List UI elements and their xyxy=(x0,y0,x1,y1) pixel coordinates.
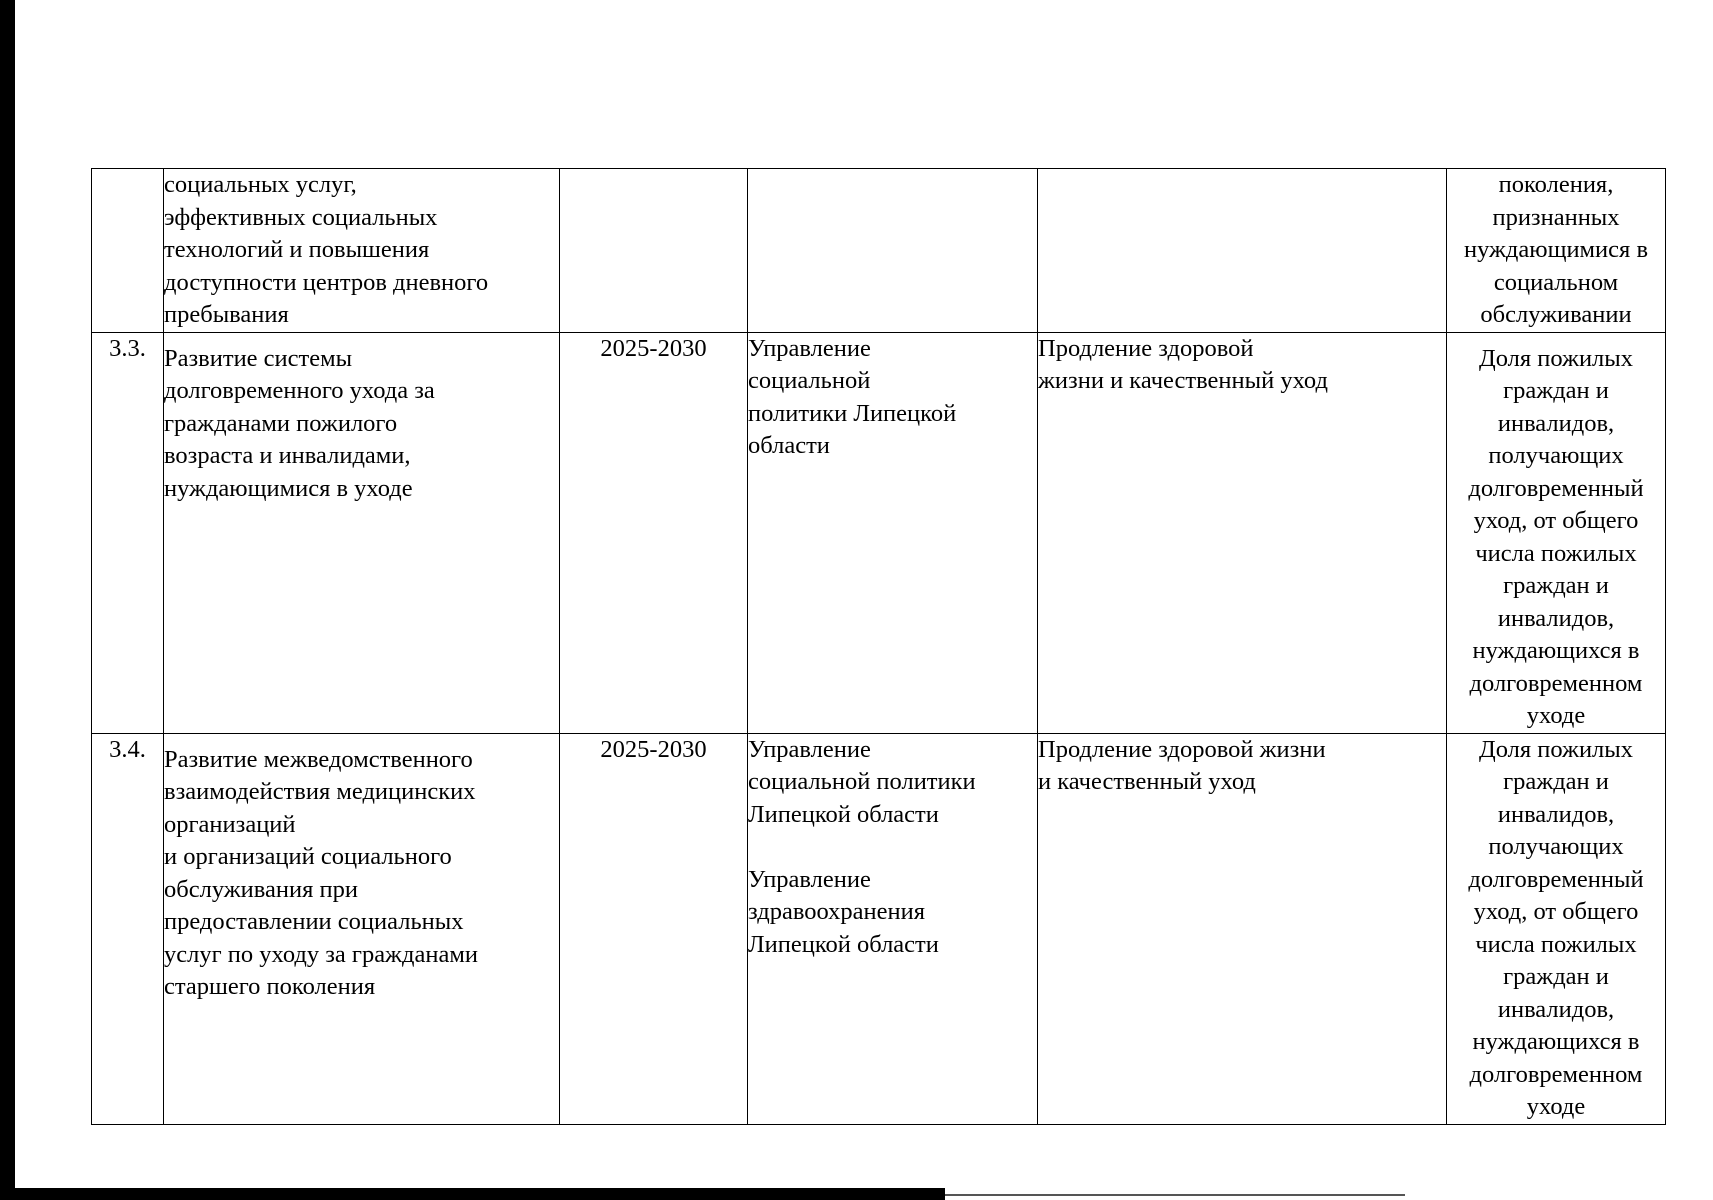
years-cell: 2025-2030 xyxy=(560,332,748,733)
indicator-cell: поколения, признанных нуждающимися в социальном обслуживании xyxy=(1447,169,1666,333)
result-cell: Продление здоровой жизни и качественный уход xyxy=(1038,332,1447,733)
measures-table xyxy=(91,168,1666,1125)
responsible-cell xyxy=(748,169,1038,333)
row-number-cell xyxy=(92,169,164,333)
responsible-cell: Управление социальной политики Липецкой области xyxy=(748,332,1038,733)
table-row xyxy=(92,332,1666,733)
scan-line-bottom xyxy=(945,1194,1405,1196)
indicator-cell: Доля пожилых граждан и инвалидов, получающих долговременный уход, от общего числа пожилых граждан и инвалидов, нуждающихся в долговременном уходе xyxy=(1447,332,1666,733)
scan-edge-bottom xyxy=(0,1188,945,1200)
scan-edge-left xyxy=(0,0,15,1200)
measure-name-cell: Развитие межведомственного взаимодействия медицинских организаций и организаций социального обслуживания при предоставлении социальных услуг по уходу за гражданами старшего поколения xyxy=(164,733,560,1124)
responsible-cell: Управление социальной политики Липецкой области Управление здравоохранения Липецкой области xyxy=(748,733,1038,1124)
table-row xyxy=(92,169,1666,333)
table-row xyxy=(92,733,1666,1124)
measure-name-cell: Развитие системы долговременного ухода за гражданами пожилого возраста и инвалидами, нуждающимися в уходе xyxy=(164,332,560,733)
measure-name-cell: социальных услуг, эффективных социальных технологий и повышения доступности центров дневного пребывания xyxy=(164,169,560,333)
row-number-cell: 3.3. xyxy=(92,332,164,733)
indicator-cell: Доля пожилых граждан и инвалидов, получающих долговременный уход, от общего числа пожилых граждан и инвалидов, нуждающихся в долговременном уходе xyxy=(1447,733,1666,1124)
years-cell: 2025-2030 xyxy=(560,733,748,1124)
result-cell: Продление здоровой жизни и качественный уход xyxy=(1038,733,1447,1124)
result-cell xyxy=(1038,169,1447,333)
row-number-cell: 3.4. xyxy=(92,733,164,1124)
years-cell xyxy=(560,169,748,333)
